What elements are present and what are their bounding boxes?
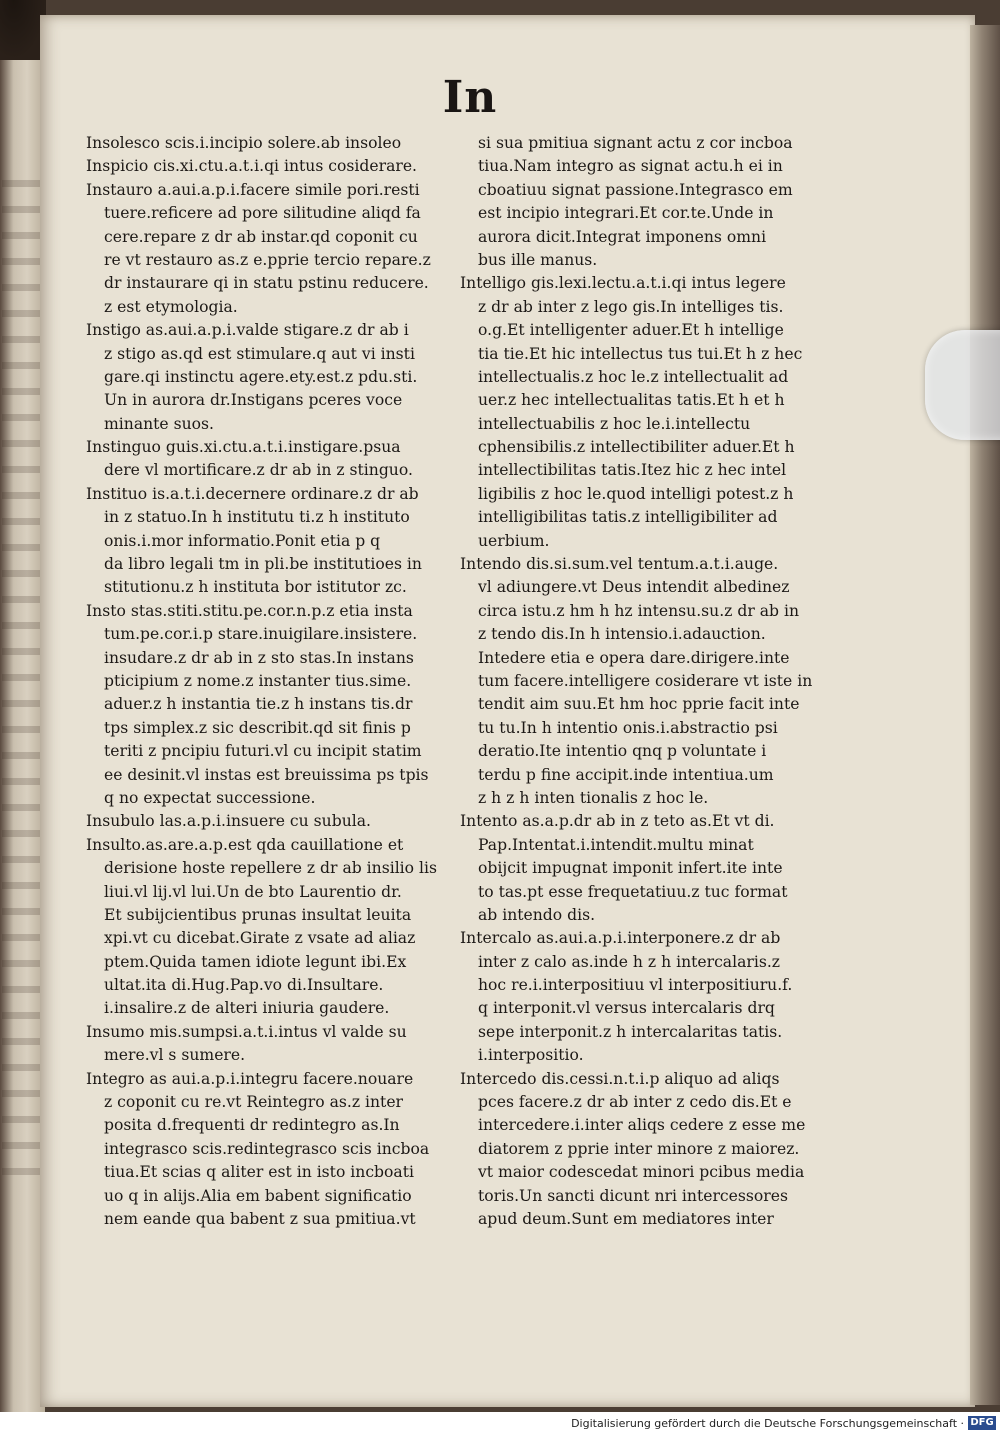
text-line: dere vl mortificare.z dr ab in z stinguo. <box>104 461 413 480</box>
text-line: Insulto.as.are.a.p.est qda cauillatione et <box>86 835 404 854</box>
text-line: tiua.Nam integro as signat actu.h ei in <box>478 157 783 176</box>
text-line: z h z h inten tionalis z hoc le. <box>478 788 709 807</box>
facing-page-text-ghost <box>2 180 42 1180</box>
text-line: integrasco scis.redintegrasco scis incboa <box>104 1139 430 1158</box>
text-line: z dr ab inter z lego gis.In intelliges tis. <box>478 297 784 316</box>
text-line: tendit aim suu.Et hm hoc pprie facit inte <box>478 695 800 714</box>
text-line: apud deum.Sunt em mediatores inter <box>478 1209 774 1228</box>
text-line: tps simplex.z sic describit.qd sit finis p <box>104 718 411 737</box>
text-line: vl adiungere.vt Deus intendit albedinez <box>478 578 790 597</box>
text-line: intellectuabilis z hoc le.i.intellectu <box>478 414 751 433</box>
text-line: z est etymologia. <box>104 297 238 316</box>
dfg-logo: DFG <box>968 1416 996 1430</box>
text-line: minante suos. <box>104 414 215 433</box>
text-line: bus ille manus. <box>478 250 598 269</box>
text-line: vt maior codescedat minori pcibus media <box>478 1163 805 1182</box>
text-line: Intedere etia e opera dare.dirigere.inte <box>478 648 790 667</box>
text-line: re vt restauro as.z e.pprie tercio repare.z <box>104 250 431 269</box>
text-line: Instigo as.aui.a.p.i.valde stigare.z dr ab i <box>86 321 409 340</box>
text-line: o.g.Et intelligenter aduer.Et h intellige <box>478 321 784 340</box>
text-line: da libro legali tm in pli.be institutioes in <box>104 555 422 574</box>
text-line: intellectibilitas tatis.Itez hic z hec intel <box>478 461 787 480</box>
text-line: Inspicio cis.xi.ctu.a.t.i.qi intus cosiderare. <box>86 157 418 176</box>
text-line: Instinguo guis.xi.ctu.a.t.i.instigare.psua <box>86 438 401 457</box>
text-line: intercedere.i.inter aliqs cedere z esse me <box>478 1116 806 1135</box>
text-line: Instauro a.aui.a.p.i.facere simile pori.resti <box>86 180 420 199</box>
text-line: ab intendo dis. <box>478 905 596 924</box>
text-line: Et subijcientibus prunas insultat leuita <box>104 905 412 924</box>
text-line: pces facere.z dr ab inter z cedo dis.Et e <box>478 1093 792 1112</box>
text-line: Integro as aui.a.p.i.integru facere.nouare <box>86 1069 414 1088</box>
text-line: si sua pmitiua signant actu z cor incboa <box>478 134 793 152</box>
text-line: hoc re.i.interpositiuu vl interpositiuru.f. <box>478 976 793 995</box>
text-line: cere.repare z dr ab instar.qd coponit cu <box>104 227 418 246</box>
facing-page-edge <box>0 20 45 1412</box>
text-line: dr instaurare qi in statu pstinu reducere. <box>104 274 429 293</box>
running-head: In <box>442 72 498 123</box>
footer-bar <box>0 1412 1000 1436</box>
text-line: z coponit cu re.vt Reintegro as.z inter <box>104 1093 404 1112</box>
text-line: Insubulo las.a.p.i.insuere cu subula. <box>86 812 371 831</box>
text-line: inter z calo as.inde h z h intercalaris.z <box>478 952 781 971</box>
text-line: nem eande qua babent z sua pmitiua.vt <box>104 1209 416 1228</box>
text-line: aurora dicit.Integrat imponens omni <box>478 227 767 246</box>
text-line: circa istu.z hm h hz intensu.su.z dr ab in <box>478 601 799 620</box>
text-line: q interponit.vl versus intercalaris drq <box>478 999 775 1018</box>
text-line: q no expectat successione. <box>104 788 316 807</box>
text-line: est incipio integrari.Et cor.te.Unde in <box>478 204 774 223</box>
text-line: Intelligo gis.lexi.lectu.a.t.i.qi intus legere <box>460 274 786 293</box>
text-line: z stigo as.qd est stimulare.q aut vi insti <box>104 344 415 363</box>
text-line: diatorem z pprie inter minore z maiorez. <box>478 1139 800 1158</box>
text-line: liui.vl lij.vl lui.Un de bto Laurentio dr. <box>104 882 402 901</box>
text-line: Instituo is.a.t.i.decernere ordinare.z dr ab <box>86 484 419 503</box>
text-line: insudare.z dr ab in z sto stas.In instans <box>104 648 414 667</box>
text-line: Insto stas.stiti.stitu.pe.cor.n.p.z etia insta <box>86 601 413 620</box>
text-line: Intercalo as.aui.a.p.i.interponere.z dr ab <box>460 929 781 948</box>
funding-credit: Digitalisierung gefördert durch die Deutsche Forschungsgemeinschaft · <box>571 1417 964 1430</box>
text-line: cboatiuu signat passione.Integrasco em <box>478 180 793 199</box>
text-line: ee desinit.vl instas est breuissima ps tpis <box>104 765 429 784</box>
text-line: cphensibilis.z intellectibiliter aduer.Et h <box>478 438 795 457</box>
text-line: ptem.Quida tamen idiote legunt ibi.Ex <box>104 952 407 971</box>
text-line: Intendo dis.si.sum.vel tentum.a.t.i.auge. <box>460 555 779 574</box>
page-stack-edge <box>970 25 1000 1405</box>
right-text-column <box>460 132 826 1231</box>
left-text-column <box>86 132 454 1231</box>
text-line: Intento as.a.p.dr ab in z teto as.Et vt di. <box>460 812 775 831</box>
text-line: pticipium z nome.z instanter tius.sime. <box>104 671 412 690</box>
text-line: uer.z hec intellectualitas tatis.Et h et h <box>478 391 785 410</box>
text-line: gare.qi instinctu agere.ety.est.z pdu.sti. <box>104 367 418 386</box>
text-line: tum.pe.cor.i.p stare.inuigilare.insistere. <box>104 625 418 644</box>
text-line: onis.i.mor informatio.Ponit etia p q <box>104 531 381 550</box>
text-line: derisione hoste repellere z dr ab insilio lis <box>104 859 437 878</box>
text-line: toris.Un sancti dicunt nri intercessores <box>478 1186 788 1205</box>
text-line: tum facere.intelligere cosiderare vt iste in <box>478 671 813 690</box>
text-line: uerbium. <box>478 531 550 550</box>
text-line: Un in aurora dr.Instigans pceres voce <box>104 391 403 410</box>
text-line: xpi.vt cu dicebat.Girate z vsate ad aliaz <box>104 929 416 948</box>
page-clip <box>925 330 1000 440</box>
text-line: intelligibilitas tatis.z intelligibiliter ad <box>478 508 778 527</box>
text-line: terdu p fine accipit.inde intentiua.um <box>478 765 774 784</box>
text-line: tu tu.In h intentio onis.i.abstractio psi <box>478 718 778 737</box>
text-line: intellectualis.z hoc le.z intellectualit ad <box>478 367 789 386</box>
text-line: Pap.Intentat.i.intendit.multu minat <box>478 835 754 854</box>
text-line: Insolesco scis.i.incipio solere.ab insoleo <box>86 134 402 152</box>
text-line: tia tie.Et hic intellectus tus tui.Et h z hec <box>478 344 803 363</box>
text-line: ultat.ita di.Hug.Pap.vo di.Insultare. <box>104 976 384 995</box>
text-line: to tas.pt esse frequetatiuu.z tuc format <box>478 882 788 901</box>
text-line: aduer.z h instantia tie.z h instans tis.dr <box>104 695 413 714</box>
text-line: posita d.frequenti dr redintegro as.In <box>104 1116 400 1135</box>
text-line: tuere.reficere ad pore silitudine aliqd fa <box>104 204 421 223</box>
text-line: z tendo dis.In h intensio.i.adauction. <box>478 625 766 644</box>
text-line: tiua.Et scias q aliter est in isto incboati <box>104 1163 414 1182</box>
text-line: Insumo mis.sumpsi.a.t.i.intus vl valde su <box>86 1022 407 1041</box>
text-line: stitutionu.z h instituta bor istitutor zc. <box>104 578 407 597</box>
text-line: mere.vl s sumere. <box>104 1046 246 1065</box>
text-line: i.interpositio. <box>478 1046 584 1065</box>
text-line: Intercedo dis.cessi.n.t.i.p aliquo ad aliqs <box>460 1069 780 1088</box>
text-line: sepe interponit.z h intercalaritas tatis. <box>478 1022 783 1041</box>
text-line: uo q in alijs.Alia em babent significatio <box>104 1186 412 1205</box>
text-line: obijcit impugnat imponit infert.ite inte <box>478 859 783 878</box>
text-line: in z statuo.In h institutu ti.z h instituto <box>104 508 410 527</box>
text-line: i.insalire.z de alteri iniuria gaudere. <box>104 999 390 1018</box>
text-line: deratio.Ite intentio qnq p voluntate i <box>478 742 767 761</box>
text-line: teriti z pncipiu futuri.vl cu incipit statim <box>104 742 422 761</box>
text-line: ligibilis z hoc le.quod intelligi potest.z h <box>478 484 794 503</box>
